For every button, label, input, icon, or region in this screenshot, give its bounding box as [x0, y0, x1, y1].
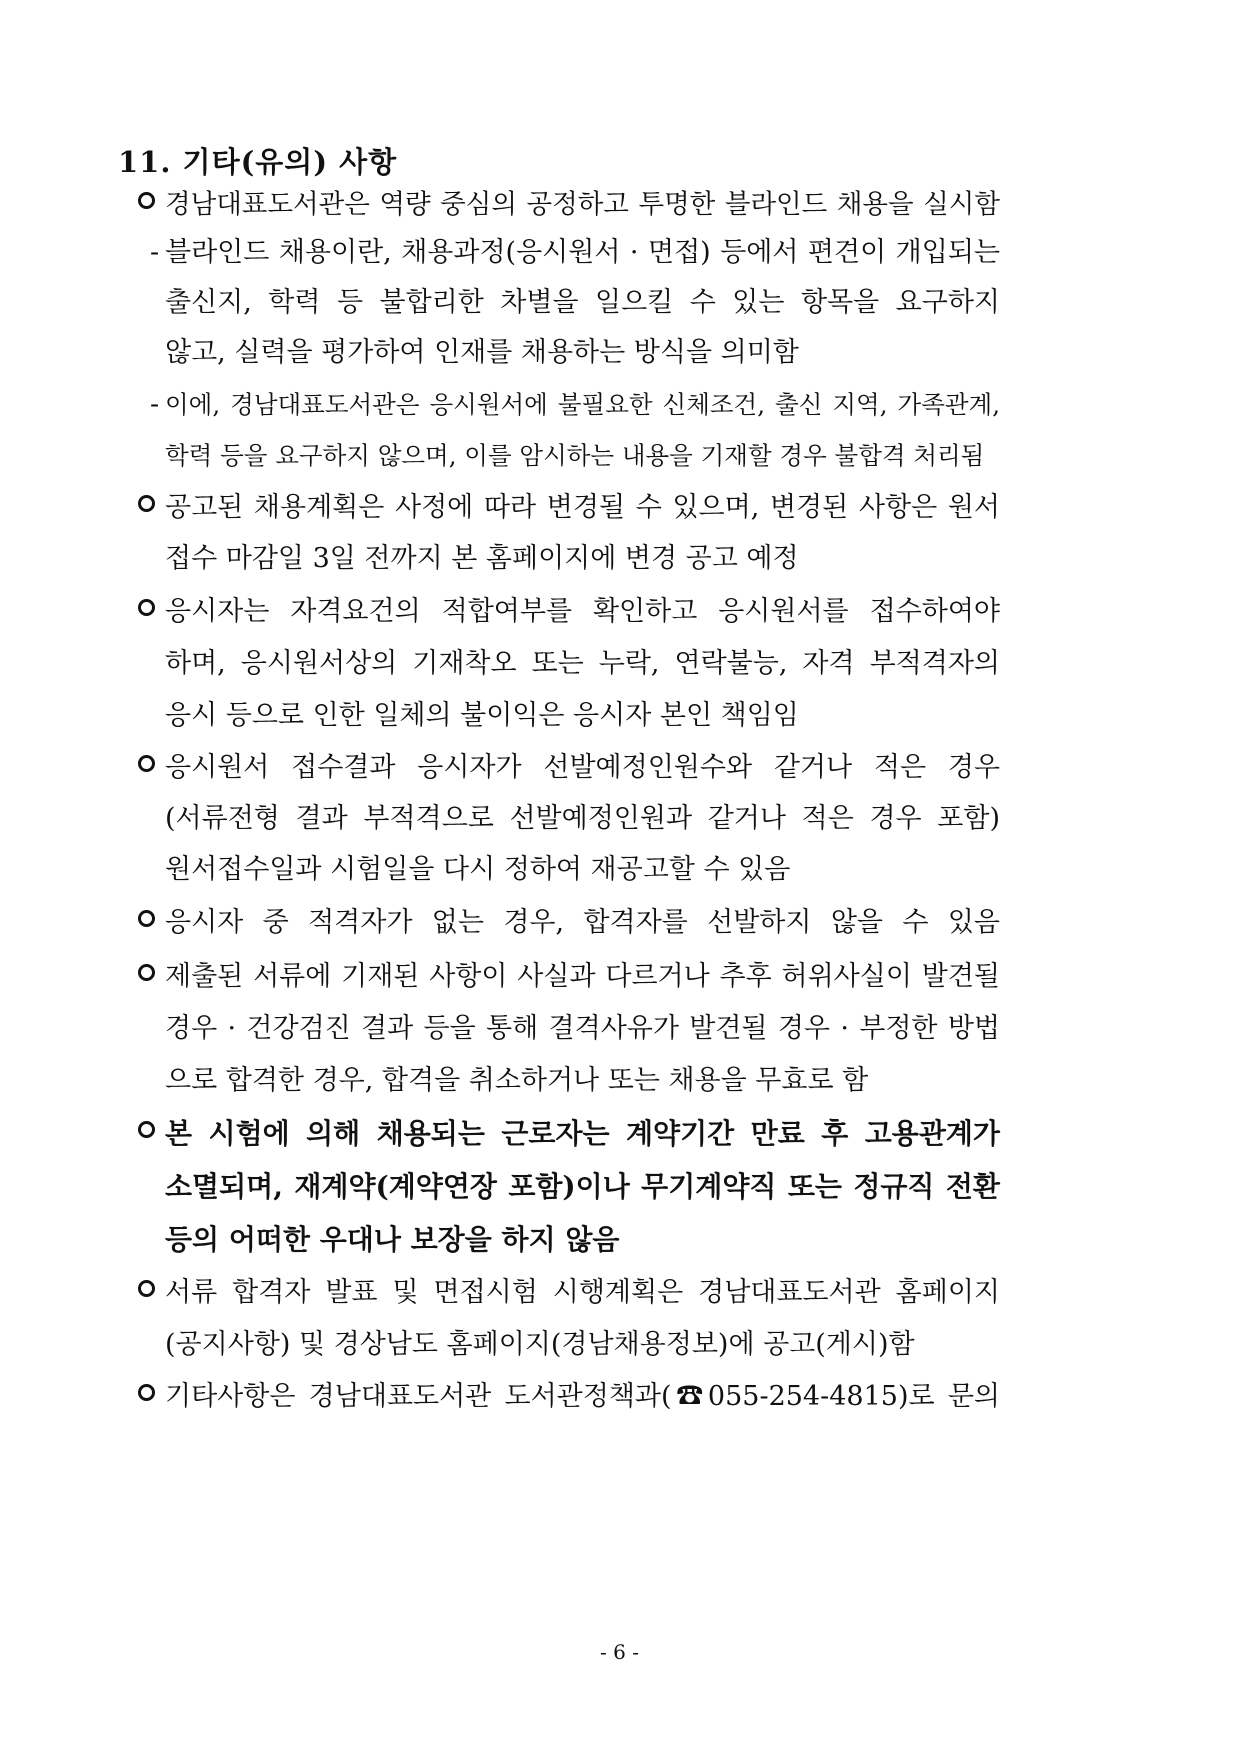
notice-text-line: 출신지, 학력 등 불합리한 차별을 일으킬 수 있는 항목을 요구하지 [165, 287, 1000, 318]
notice-text-line: 으로 합격한 경우, 합격을 취소하거나 또는 채용을 무효로 함 [165, 1065, 869, 1096]
notice-text-line: 소멸되며, 재계약(계약연장 포함)이나 무기계약직 또는 정규직 전환 [165, 1170, 1000, 1203]
notice-text-line: 응시원서 접수결과 응시자가 선발예정인원수와 같거나 적은 경우 [165, 752, 1000, 783]
circle-bullet-icon [138, 495, 155, 512]
notice-text-line: 이에, 경남대표도서관은 응시원서에 불필요한 신체조건, 출신 지역, 가족관계, [165, 390, 1000, 419]
notice-text-line: 응시자는 자격요건의 적합여부를 확인하고 응시원서를 접수하여야 [165, 596, 1000, 627]
circle-bullet-icon [138, 1384, 155, 1401]
notice-text-line: 응시 등으로 인한 일체의 불이익은 응시자 본인 책임임 [165, 700, 799, 731]
notice-text-line: 하며, 응시원서상의 기재착오 또는 누락, 연락불능, 자격 부적격자의 [165, 648, 1000, 679]
notice-text-line: 제출된 서류에 기재된 사항이 사실과 다르거나 추후 허위사실이 발견될 [165, 961, 1000, 992]
circle-bullet-icon [138, 910, 155, 927]
notice-text-line: 접수 마감일 3일 전까지 본 홈페이지에 변경 공고 예정 [165, 543, 799, 574]
notice-text-line: 원서접수일과 시험일을 다시 정하여 재공고할 수 있음 [165, 854, 791, 885]
dash-bullet-icon: - [150, 237, 160, 268]
notice-text-line: 학력 등을 요구하지 않으며, 이를 암시하는 내용을 기재할 경우 불합격 처리됨 [165, 441, 985, 470]
notice-text-line: 기타사항은 경남대표도서관 도서관정책과(☎055-254-4815)로 문의 [165, 1381, 1000, 1412]
circle-bullet-icon [138, 1121, 155, 1138]
notice-text-line: 않고, 실력을 평가하여 인재를 채용하는 방식을 의미함 [165, 337, 799, 368]
notice-text-line: 등의 어떠한 우대나 보장을 하지 않음 [165, 1223, 620, 1256]
notice-text-line: (공지사항) 및 경상남도 홈페이지(경남채용정보)에 공고(게시)함 [165, 1329, 915, 1360]
circle-bullet-icon [138, 1280, 155, 1297]
notice-text-line: (서류전형 결과 부적격으로 선발예정인원과 같거나 적은 경우 포함) [165, 803, 1000, 834]
notice-text-line: 응시자 중 적격자가 없는 경우, 합격자를 선발하지 않을 수 있음 [165, 907, 1000, 938]
notice-text-line: 블라인드 채용이란, 채용과정(응시원서 · 면접) 등에서 편견이 개입되는 [165, 237, 1000, 268]
notice-text-line: 공고된 채용계획은 사정에 따라 변경될 수 있으며, 변경된 사항은 원서 [165, 492, 1000, 523]
circle-bullet-icon [138, 192, 155, 209]
circle-bullet-icon [138, 964, 155, 981]
circle-bullet-icon [138, 755, 155, 772]
page-number: - 6 - [600, 1640, 639, 1664]
notice-text-line: 본 시험에 의해 채용되는 근로자는 계약기간 만료 후 고용관계가 [165, 1117, 1000, 1150]
notice-text-line: 경우 · 건강검진 결과 등을 통해 결격사유가 발견될 경우 · 부정한 방법 [165, 1013, 1000, 1044]
notice-text-line: 경남대표도서관은 역량 중심의 공정하고 투명한 블라인드 채용을 실시함 [165, 189, 1000, 220]
notice-text-line: 서류 합격자 발표 및 면접시험 시행계획은 경남대표도서관 홈페이지 [165, 1277, 1000, 1308]
dash-bullet-icon: - [150, 389, 160, 420]
circle-bullet-icon [138, 599, 155, 616]
section-title: 11. 기타(유의) 사항 [118, 145, 398, 179]
